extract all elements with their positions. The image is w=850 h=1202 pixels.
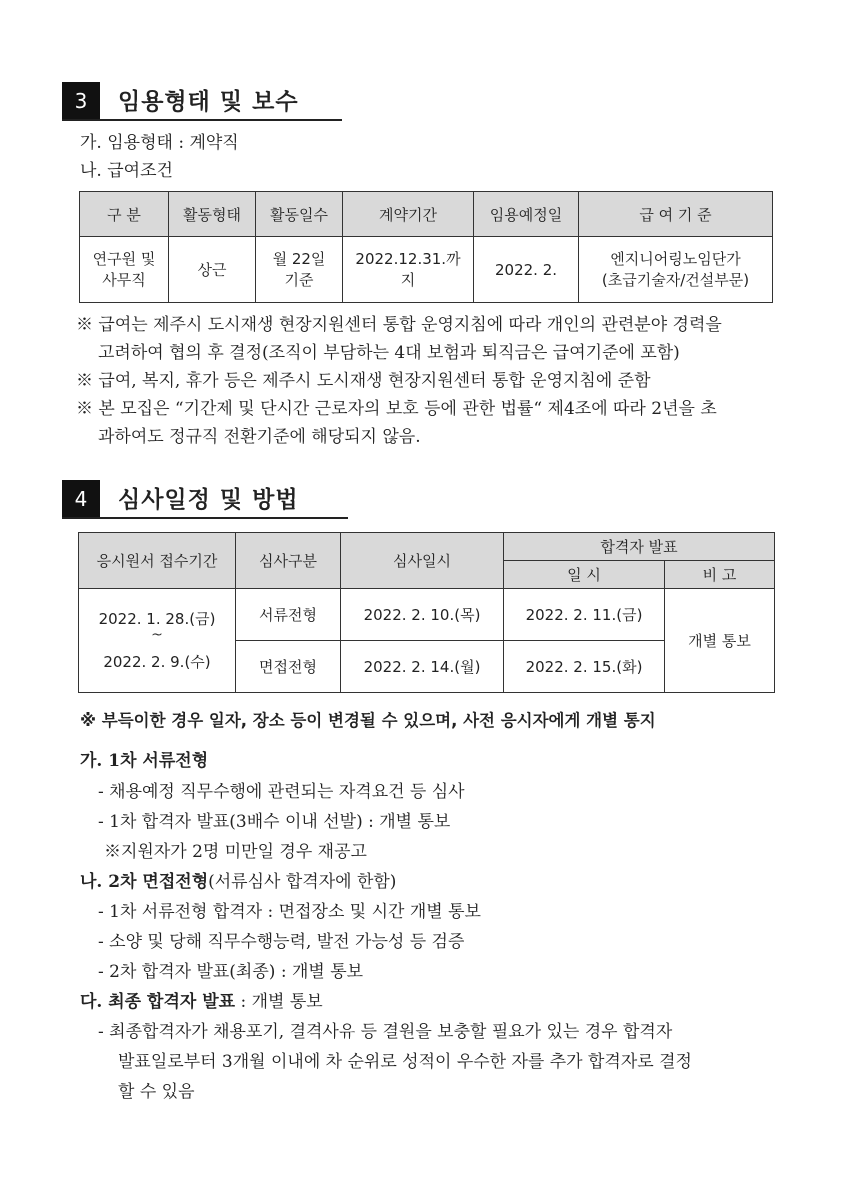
section-4-header <box>62 480 299 518</box>
note-line: ※ 본 모집은 “기간제 및 단시간 근로자의 보호 등에 관한 법률“ 제4조에 따라 2년을 초 <box>76 399 717 419</box>
cell-text: 2022.12.31.까 <box>355 249 461 268</box>
note-line: ※ 급여, 복지, 휴가 등은 제주시 도시재생 현장지원센터 통합 운영지침에 준함 <box>76 371 651 391</box>
stage2-title-rest: (서류심사 합격자에 한함) <box>208 872 397 892</box>
table-row <box>80 237 773 303</box>
cell-text: 2022. 1. 28.(금) <box>98 609 216 628</box>
header-cell: 급 여 기 준 <box>579 192 773 237</box>
cell-text: 연구원 및 <box>92 249 156 268</box>
stage2-item: - 2차 합격자 발표(최종) : 개별 통보 <box>98 962 364 982</box>
header-cell: 계약기간 <box>343 192 474 237</box>
cell-text: 월 22일 <box>272 249 326 268</box>
category-cell <box>80 237 169 303</box>
work-days-cell <box>256 237 343 303</box>
announce-date-cell: 2022. 2. 15.(화) <box>504 641 665 693</box>
stage1-title: 가. 1차 서류전형 <box>80 751 209 771</box>
final-item: 할 수 있음 <box>118 1082 195 1102</box>
note-line: ※ 급여는 제주시 도시재생 현장지원센터 통합 운영지침에 따라 개인의 관련분야 경력을 <box>76 315 722 335</box>
cell-text: 지 <box>400 270 416 289</box>
cell-text: ~ <box>151 626 163 643</box>
section-number: 3 <box>62 82 100 120</box>
note-line: 과하여도 정규직 전환기준에 해당되지 않음. <box>98 427 421 447</box>
stage2-item: - 1차 서류전형 합격자 : 면접장소 및 시간 개별 통보 <box>98 902 481 922</box>
section-number: 4 <box>62 480 100 518</box>
final-title <box>80 991 323 1013</box>
start-date-cell: 2022. 2. <box>474 237 579 303</box>
employment-type: 가. 임용형태 : 계약직 <box>80 133 239 153</box>
review-date-cell: 2022. 2. 14.(월) <box>341 641 504 693</box>
section-title: 임용형태 및 보수 <box>118 89 299 115</box>
review-date-cell: 2022. 2. 10.(목) <box>341 589 504 641</box>
work-type-cell: 상근 <box>169 237 256 303</box>
table-header-row <box>79 533 775 561</box>
stage1-item: ※지원자가 2명 미만일 경우 재공고 <box>104 842 367 862</box>
cell-text: (초급기술자/건설부문) <box>601 270 750 289</box>
change-notice: ※ 부득이한 경우 일자, 장소 등이 변경될 수 있으며, 사전 응시자에게 개별 통지 <box>80 711 656 730</box>
header-cell: 합격자 발표 <box>504 533 775 561</box>
header-cell: 임용예정일 <box>474 192 579 237</box>
header-cell: 활동형태 <box>169 192 256 237</box>
schedule-table <box>78 532 775 693</box>
stage2-title-bold: 나. 2차 면접전형 <box>80 872 209 892</box>
section-underline <box>62 517 348 519</box>
announce-date-cell: 2022. 2. 11.(금) <box>504 589 665 641</box>
review-type-cell: 서류전형 <box>236 589 341 641</box>
salary-basis-cell <box>579 237 773 303</box>
header-cell: 심사일시 <box>341 533 504 589</box>
note-line: 고려하여 협의 후 결정(조직이 부담하는 4대 보험과 퇴직금은 급여기준에 포함) <box>98 343 680 363</box>
section-3-header <box>62 82 299 120</box>
stage1-item: - 1차 합격자 발표(3배수 이내 선발) : 개별 통보 <box>98 812 451 832</box>
header-cell: 구 분 <box>80 192 169 237</box>
remark-cell: 개별 통보 <box>665 589 775 693</box>
section-title: 심사일정 및 방법 <box>118 487 299 513</box>
header-cell: 일 시 <box>504 561 665 589</box>
section-underline <box>62 119 342 121</box>
header-cell: 응시원서 접수기간 <box>79 533 236 589</box>
header-cell: 심사구분 <box>236 533 341 589</box>
table-header-row <box>80 192 773 237</box>
contract-period-cell <box>343 237 474 303</box>
final-title-bold: 다. 최종 합격자 발표 <box>80 992 236 1012</box>
final-title-rest: : 개별 통보 <box>235 992 323 1012</box>
cell-text: 기준 <box>284 270 314 289</box>
header-cell: 비 고 <box>665 561 775 589</box>
stage1-item: - 채용예정 직무수행에 관련되는 자격요건 등 심사 <box>98 782 465 802</box>
review-type-cell: 면접전형 <box>236 641 341 693</box>
receipt-period-cell <box>79 589 236 693</box>
salary-table <box>79 191 773 303</box>
stage2-title <box>80 871 396 893</box>
header-cell: 활동일수 <box>256 192 343 237</box>
table-row <box>79 589 775 641</box>
final-item: 발표일로부터 3개월 이내에 차 순위로 성적이 우수한 자를 추가 합격자로 결정 <box>118 1052 692 1072</box>
cell-text: 사무직 <box>102 270 146 289</box>
cell-text: 2022. 2. 9.(수) <box>103 652 211 671</box>
stage2-item: - 소양 및 당해 직무수행능력, 발전 가능성 등 검증 <box>98 932 465 952</box>
final-item: - 최종합격자가 채용포기, 결격사유 등 결원을 보충할 필요가 있는 경우 합격자 <box>98 1022 673 1042</box>
salary-conditions-label: 나. 급여조건 <box>80 161 173 181</box>
cell-text: 엔지니어링노임단가 <box>610 249 741 268</box>
